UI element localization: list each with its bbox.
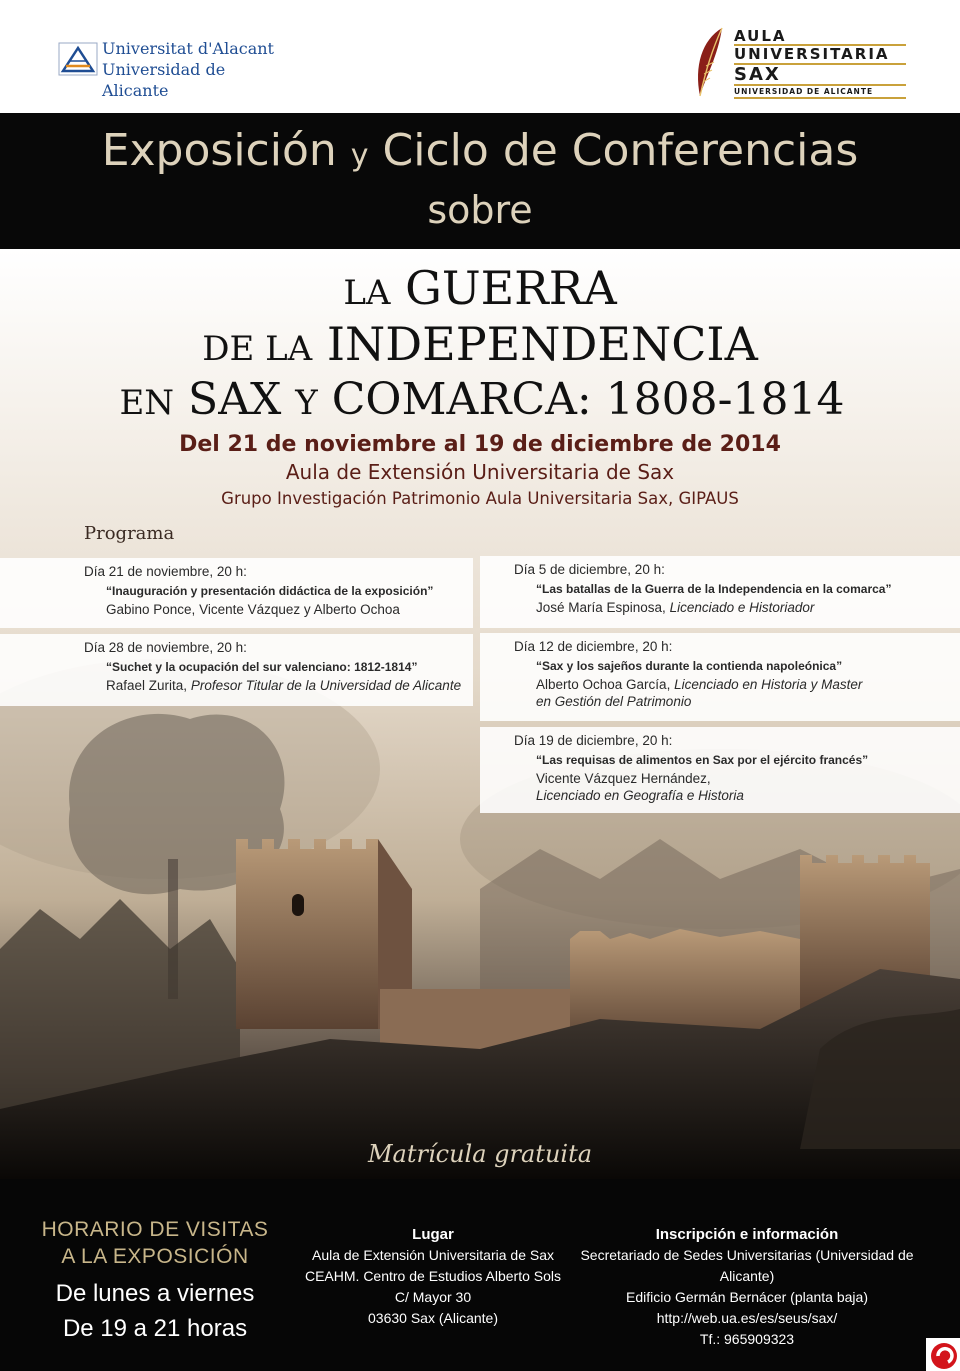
banner-exposicion: Exposición — [101, 125, 337, 176]
top-header — [0, 0, 960, 113]
university-name — [102, 38, 278, 101]
university-name-valencian: Universitat d'Alacant — [102, 39, 274, 58]
event-title: “Suchet y la ocupación del sur valenciano: 1812-1814” — [106, 660, 418, 674]
registration-line-1: Secretariado de Sedes Universitarias (Universidad de Alicante) — [580, 1247, 914, 1284]
banner-ciclo: Ciclo de Conferencias — [382, 125, 859, 176]
location-line-1: Aula de Extensión Universitaria de Sax — [311, 1247, 555, 1263]
banner-connector: y — [350, 138, 369, 173]
registration-title: Inscripción e información — [655, 1226, 839, 1243]
visiting-hours-subtitle: A LA EXPOSICIÓN — [61, 1245, 249, 1268]
title-comarca-years: COMARCA: 1808-1814 — [331, 374, 845, 425]
sax-word: SAX — [734, 63, 906, 84]
corner-publisher-icon — [926, 1338, 960, 1371]
universitaria-word: UNIVERSITARIA — [734, 44, 906, 63]
event-title: “Sax y los sajeños durante la contienda napoleónica” — [536, 659, 843, 673]
event-speaker-role: Licenciado e Historiador — [669, 600, 815, 615]
location-line-3: C/ Mayor 30 — [394, 1289, 472, 1305]
aula-word: AULA — [734, 27, 787, 45]
event-date: Día 19 de diciembre, 20 h: — [514, 733, 673, 748]
registration-url[interactable]: http://web.ua.es/es/seus/sax/ — [656, 1310, 838, 1326]
event-speaker-name: Alberto Ochoa García, — [536, 677, 671, 692]
event-speaker — [536, 770, 744, 804]
event-date: Día 21 de noviembre, 20 h: — [84, 564, 247, 579]
title-line-2 — [0, 319, 960, 374]
event-speaker — [106, 677, 461, 694]
title-independencia: INDEPENDENCIA — [326, 317, 758, 371]
event-card-5 — [480, 727, 960, 813]
event-title: “Las requisas de alimentos en Sax por el ejército francés” — [536, 753, 869, 767]
event-title: “Las batallas de la Guerra de la Independencia en la comarca” — [536, 582, 892, 596]
banner-sobre: sobre — [427, 188, 533, 232]
event-speaker-name: José María Espinosa, — [536, 600, 666, 615]
universidad-alicante-logo — [58, 36, 278, 100]
title-la: LA — [343, 273, 391, 313]
top-banner — [0, 113, 960, 249]
event-date: Día 5 de diciembre, 20 h: — [514, 562, 665, 577]
registration-line-2: Edificio Germán Bernácer (planta baja) — [625, 1289, 868, 1305]
event-speaker — [536, 676, 862, 710]
title-sax: SAX — [188, 374, 282, 425]
visiting-hours — [24, 1216, 286, 1346]
event-speaker — [536, 599, 814, 616]
location-line-2: CEAHM. Centro de Estudios Alberto Sols — [304, 1268, 561, 1284]
event-speaker-name: Rafael Zurita, — [106, 678, 188, 693]
title-y: Y — [295, 383, 318, 423]
event-speaker-role-cont: en Gestión del Patrimonio — [536, 694, 692, 709]
visiting-hours-title: HORARIO DE VISITAS — [41, 1218, 269, 1241]
registration-info-block — [566, 1224, 928, 1350]
event-speaker: Gabino Ponce, Vicente Vázquez y Alberto Ochoa — [106, 602, 400, 617]
event-speaker-role: Licenciado en Historia y Master — [674, 677, 863, 692]
aula-university-caption: UNIVERSIDAD DE ALICANTE — [734, 84, 906, 99]
exhibition-venue: Aula de Extensión Universitaria de Sax — [285, 460, 675, 484]
free-registration: Matrícula gratuita — [367, 1140, 593, 1168]
feather-quill-icon — [692, 26, 732, 98]
title-de-la: DE LA — [202, 329, 313, 369]
event-card-1 — [0, 558, 473, 628]
location-line-4: 03630 Sax (Alicante) — [368, 1310, 498, 1326]
event-title: “Inauguración y presentación didáctica de la exposición” — [106, 584, 434, 598]
event-card-2 — [0, 634, 473, 706]
visiting-hours-range: De 19 a 21 horas — [62, 1315, 248, 1342]
exhibition-dates: Del 21 de noviembre al 19 de diciembre de 2014 — [179, 432, 781, 457]
programa-heading: Programa — [84, 523, 175, 544]
organizing-group: Grupo Investigación Patrimonio Aula Universitaria Sax, GIPAUS — [221, 489, 739, 508]
visiting-days: De lunes a viernes — [55, 1280, 255, 1307]
title-line-3 — [0, 374, 960, 429]
banner-headline — [0, 123, 960, 184]
university-emblem-icon — [58, 42, 98, 76]
location-block — [304, 1224, 562, 1329]
event-speaker-role: Profesor Titular de la Universidad de Alicante — [190, 678, 462, 693]
title-guerra: GUERRA — [405, 261, 617, 315]
event-speaker-role: Licenciado en Geografía e Historia — [536, 788, 744, 803]
event-date: Día 12 de diciembre, 20 h: — [514, 639, 673, 654]
aula-wordmark — [734, 28, 906, 99]
location-title: Lugar — [412, 1226, 454, 1243]
event-speaker-name: Vicente Vázquez Hernández, — [536, 771, 711, 786]
exhibition-title — [0, 262, 960, 429]
title-en: EN — [119, 383, 175, 423]
university-name-spanish: Universidad de Alicante — [102, 60, 226, 100]
title-line-1 — [0, 262, 960, 319]
event-card-4 — [480, 633, 960, 721]
registration-phone: Tf.: 965909323 — [699, 1331, 795, 1347]
aula-universitaria-sax-logo — [692, 26, 912, 98]
event-card-3 — [480, 556, 960, 628]
event-date: Día 28 de noviembre, 20 h: — [84, 640, 247, 655]
